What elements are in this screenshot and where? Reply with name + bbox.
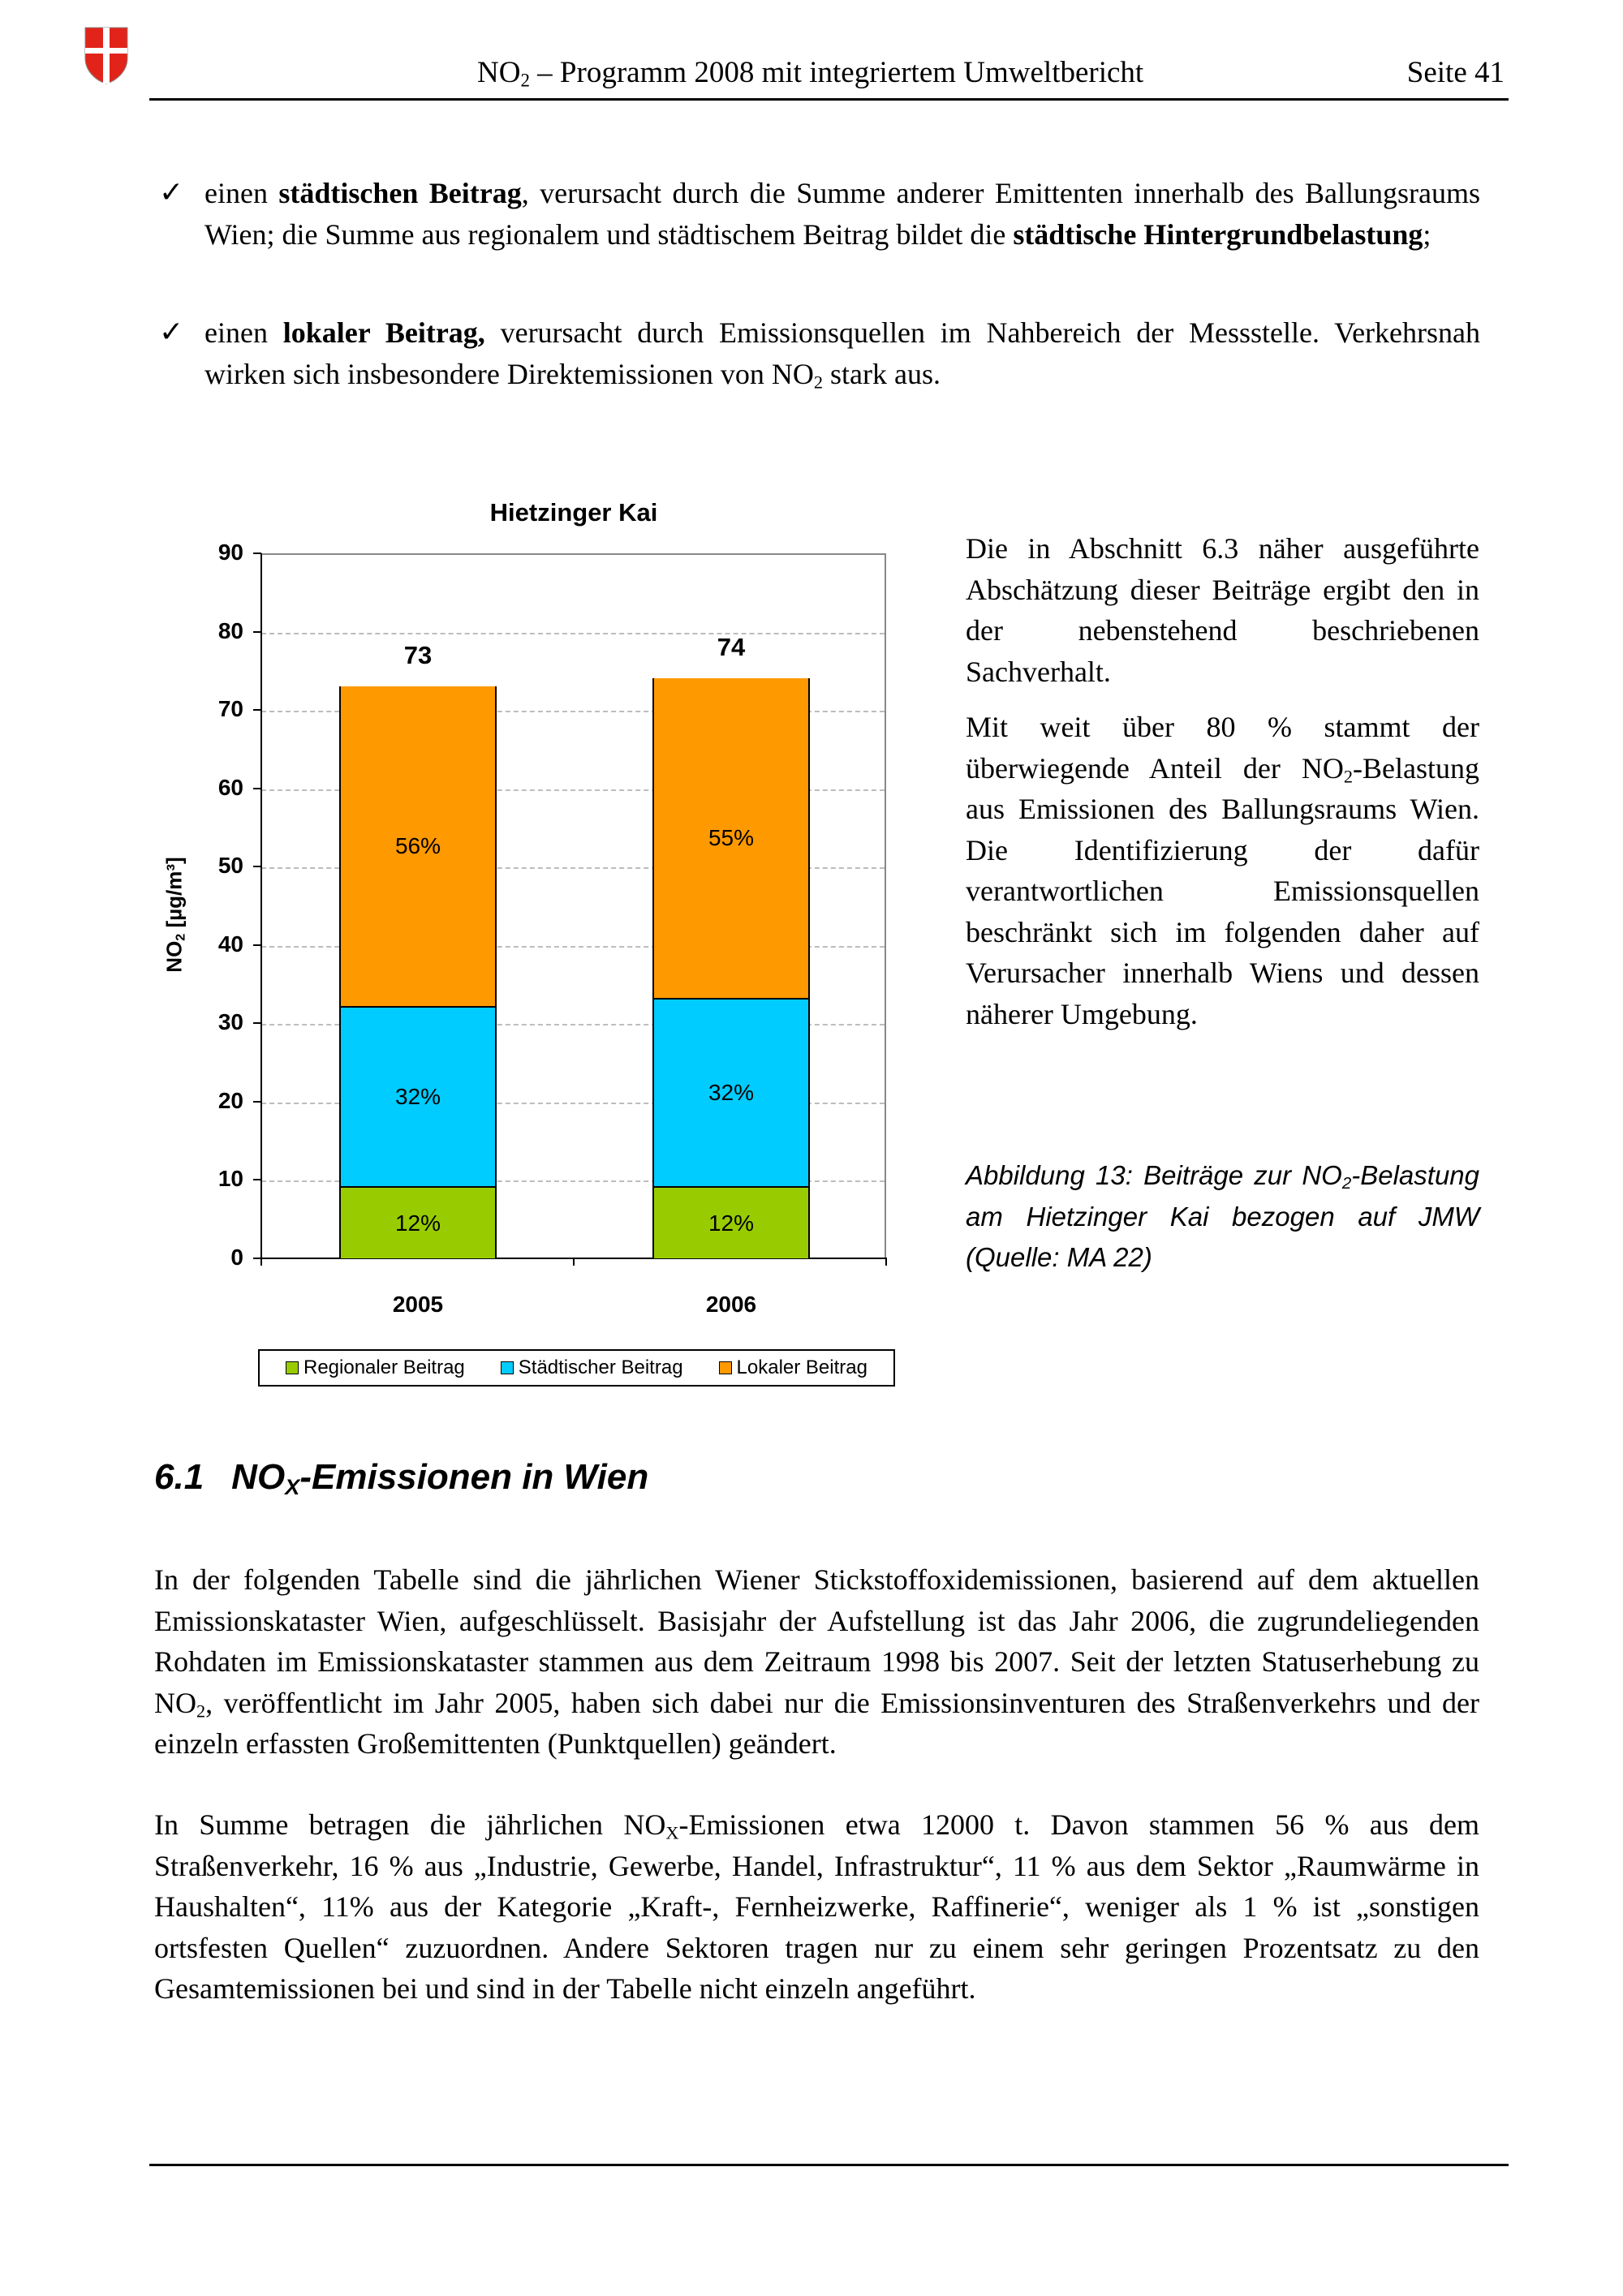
chart-bar-segment-lokaler-beitrag: 55% — [654, 678, 808, 1000]
chart-bar-segment-regionaler-beitrag: 12% — [341, 1188, 495, 1258]
chart-bar-total-label: 74 — [717, 633, 746, 662]
chart-y-tick-label: 60 — [217, 774, 243, 800]
side-paragraph-1: Die in Abschnitt 6.3 näher ausgeführte Abschätzung dieser Beiträge ergibt den in der nebenstehend beschriebenen Sachverhalt. — [966, 532, 1479, 688]
document-header-title: $NO_2$ – Programm 2008 mit integriertem Umweltbericht — [477, 56, 1144, 91]
legend-entry-lokal — [719, 1357, 867, 1379]
chart-x-tick-label: 2005 — [392, 1292, 444, 1317]
chart-y-axis — [260, 553, 262, 1261]
chart-x-tick-label: 2006 — [705, 1292, 757, 1317]
chart-x-tick — [573, 1258, 575, 1266]
vienna-coat-of-arms-icon — [84, 26, 129, 84]
chart-x-tick — [260, 1258, 262, 1266]
chart-y-tick-label: 10 — [217, 1166, 243, 1192]
chart-bar-2005 — [339, 686, 497, 1258]
footer-rule — [149, 2164, 1509, 2166]
chart-title: Hietzinger Kai — [489, 498, 658, 527]
chart-y-tick-label: 0 — [230, 1245, 243, 1270]
chart-y-tick-label: 30 — [217, 1009, 243, 1035]
chart-bar-segment-lokaler-beitrag: 56% — [341, 686, 495, 1008]
legend-entry-regional — [286, 1357, 465, 1379]
chart-legend — [258, 1349, 895, 1387]
chart-bar-2006 — [652, 678, 810, 1258]
checklist-item-lokaler-beitrag: ✓ einen lokaler Beitrag, verursacht durch Emissionsquellen im Nahbereich der Messstelle. Verkehrsnah wirken sich insbesondere Direktemissionen von $NO_2$ stark aus. — [204, 312, 1480, 394]
body-paragraph-2: In Summe betragen die jährlichen $NO_X$-Emissionen etwa 12000 t. Davon stammen 56 % aus dem Straßenverkehr, 16 % aus „Industrie, Gewerbe, Handel, Infrastruktur“, 11 % aus dem Sektor „Raumwärme in Haushalten“, 11% aus der Kategorie „Kraft-, Fernheizwerke, Raffinerie“, weniger als 1 % ist „sonstigen ortsfesten Quellen“ zuzuordnen. Andere Sektoren tragen nur zu einem sehr geringen Prozentsatz zu den Gesamtemissionen bei und sind in der Tabelle nicht einzeln angeführt. — [154, 1808, 1479, 2005]
legend-swatch-lokal-icon — [719, 1361, 732, 1374]
legend-label: Regionaler Beitrag — [303, 1357, 465, 1378]
legend-entry-staedtisch — [501, 1357, 683, 1379]
chart-bar-segment-städtischer-beitrag: 32% — [654, 1000, 808, 1188]
section-heading: 6.1 $NO_X$-Emissionen in Wien — [154, 1457, 649, 1499]
chart-bar-total-label: 73 — [403, 641, 433, 670]
chart-bar-segment-städtischer-beitrag: 32% — [341, 1008, 495, 1188]
chart-y-tick-label: 50 — [217, 853, 243, 879]
side-paragraph-2: Mit weit über 80 % stammt der überwiegende Anteil der $NO_2$-Belastung aus Emissionen des Ballungsraums Wien. Die Identifizierung der dafür verantwortlichen Emissionsquellen beschränkt sich im folgenden daher auf Verursacher innerhalb Wiens und dessen näherer Umgebung. — [966, 711, 1479, 1030]
chart-y-tick-label: 40 — [217, 931, 243, 957]
legend-swatch-staedtisch-icon — [501, 1361, 514, 1374]
body-paragraph-1: In der folgenden Tabelle sind die jährlichen Wiener Stickstoffoxidemissionen, basierend auf dem aktuellen Emissionskataster Wien, aufgeschlüsselt. Basisjahr der Aufstellung ist das Jahr 2006, die zugrundeliegenden Rohdaten im Emissionskataster stammen aus dem Zeitraum 1998 bis 2007. Seit der letzten Statuserhebung zu $NO_2$, veröffentlicht im Jahr 2005, haben sich dabei nur die Emissionsinventuren des Straßenverkehrs und der einzeln erfassten Großemittenten (Punktquellen) geändert. — [154, 1563, 1479, 1760]
checkmark-icon: ✓ — [159, 316, 184, 349]
chart-y-tick-label: 20 — [217, 1087, 243, 1113]
chart-bar-segment-regionaler-beitrag: 12% — [654, 1188, 808, 1258]
chart-x-tick — [885, 1258, 887, 1266]
header-rule — [149, 98, 1509, 101]
page-number: Seite 41 — [1406, 56, 1505, 89]
checkmark-icon: ✓ — [159, 176, 184, 209]
chart-y-tick-label: 80 — [217, 617, 243, 643]
chart-y-tick-label: 90 — [217, 540, 243, 565]
legend-label: Städtischer Beitrag — [518, 1357, 683, 1378]
figure-caption: Abbildung 13: Beiträge zur $NO_2$-Belastung am Hietzinger Kai bezogen auf JMW (Quelle: MA 22) — [966, 1160, 1479, 1272]
legend-label: Lokaler Beitrag — [736, 1357, 867, 1378]
chart-y-axis-title: $NO_2$ [µg/m³] — [161, 857, 188, 973]
checklist-item-staedtischer-beitrag: ✓ einen städtischen Beitrag, verursacht durch die Summe anderer Emittenten innerhalb des Ballungsraums Wien; die Summe aus regionalem und städtischem Beitrag bildet die städtische Hintergrundbelastung; — [204, 173, 1480, 255]
legend-swatch-regional-icon — [286, 1361, 299, 1374]
side-text — [966, 528, 1479, 1034]
chart-y-tick-label: 70 — [217, 696, 243, 722]
